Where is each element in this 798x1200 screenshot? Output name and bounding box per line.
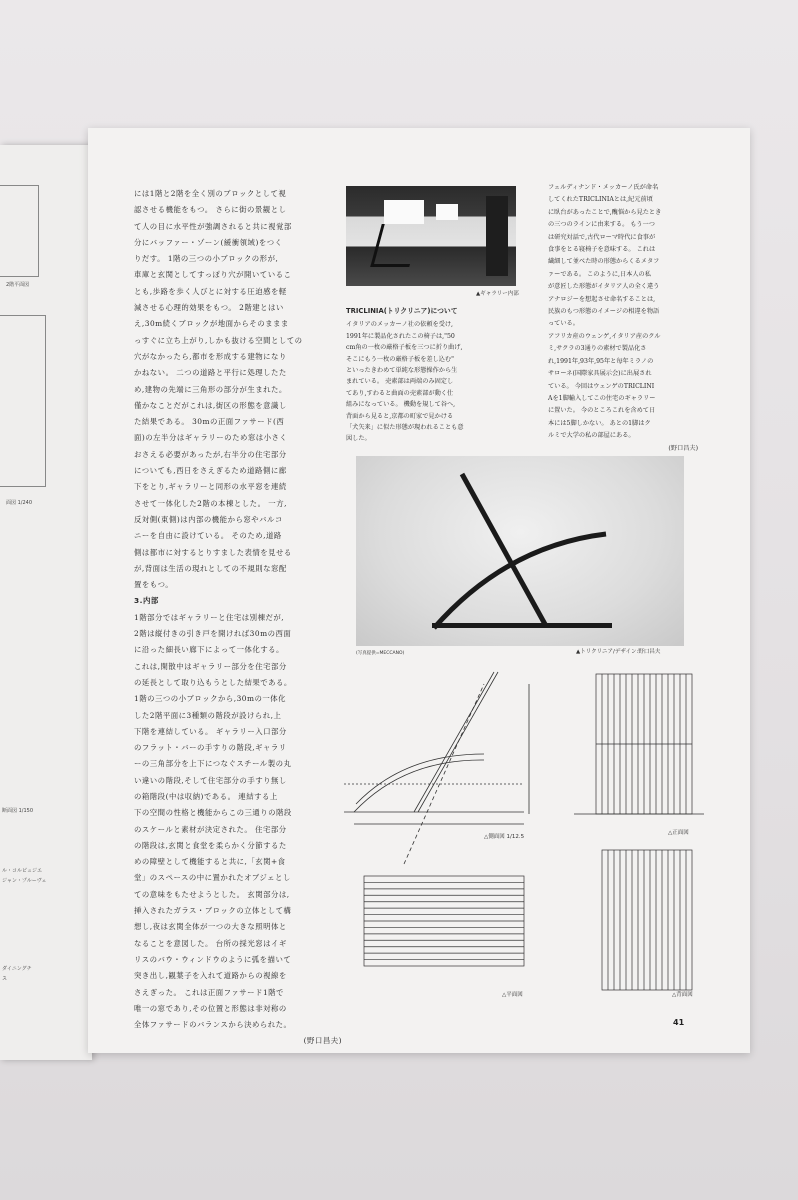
section-heading: 3.内部 — [134, 596, 159, 606]
article-line: 車庫と玄関としてすっぽり穴が開いているこ — [134, 270, 292, 280]
article-line: た結果である。 30mの正面ファサード(西 — [134, 417, 285, 427]
article-line: アナロジーを想起させ命名することは, — [548, 295, 656, 303]
article-line: 本には5脚しかない。 あとの1脚はク — [548, 419, 651, 427]
author-signature: (野口昌夫) — [668, 444, 698, 452]
article-line: ァーである。 このように,日本人の私 — [548, 270, 651, 278]
left-page-label: 面図 1/240 — [6, 500, 32, 506]
left-page-label: ダイニングチ — [2, 966, 32, 972]
article-line: の三つのラインに由来する。 もう一つ — [548, 221, 655, 229]
article-line: 1階部分ではギャラリーと住宅は別棟だが, — [134, 612, 285, 622]
article-line: に置いた。 今のところこれを含めて日 — [548, 407, 656, 415]
author-signature: (野口昌夫) — [303, 1036, 342, 1046]
chair-base — [432, 623, 612, 628]
back-elevation-drawing — [602, 850, 692, 990]
article-line: 1991年に製品化されたこの椅子は,"50 — [346, 332, 455, 340]
article-line: 挿入されたガラス・ブロックの立体として構 — [134, 906, 292, 916]
article-line: が,背面は生活の現れとしての不規則な窓配 — [134, 563, 287, 573]
article-column-right — [548, 182, 698, 455]
article-line: 図した。 — [346, 435, 371, 443]
article-line: これは,閑散中はギャラリー部分を住宅部分 — [134, 661, 287, 671]
article-column-middle — [346, 306, 522, 445]
photo-credit: (写真提供=MECCANO) — [356, 651, 405, 656]
left-page — [0, 145, 92, 1060]
article-line: 堂」のスペースの中に置かれたオブジェとし — [134, 873, 291, 883]
article-line: アフリカ産のウェンゲ,イタリア産のクル — [548, 332, 661, 340]
article-line: そこにもう一枚の厳格子板を差し込む" — [346, 355, 455, 363]
article-line: なることを意図した。 台所の採光窓はイギ — [134, 938, 287, 948]
article-line: が意匠した形態がイタリア人の全く違う — [548, 283, 660, 291]
article-line: てあり,すわると曲面の売素部が動く仕 — [346, 389, 454, 397]
article-line: イタリアのメッカーノ社の依頼を受け, — [346, 321, 454, 329]
article-line: ている。 今回はウェンゲのTRICLINI — [548, 382, 655, 390]
article-line: 減させる心理的効果をもつ。 2階建とはい — [134, 303, 284, 313]
photo-column — [486, 196, 508, 276]
article-line: した2階平面に3種類の階段が設けられ,上 — [134, 710, 282, 720]
left-page-label: 2階平面図 — [6, 282, 30, 288]
article-line: え,30m続くブロックが地面からそのままま — [134, 319, 289, 329]
article-line: ニーを自由に設けている。 そのため,道路 — [134, 531, 282, 541]
article-line: 背面から見ると,京都の町家で見かける — [346, 412, 454, 420]
article-line: ての意味をもたせようとした。 玄関部分は, — [134, 889, 290, 899]
article-line: の箱階段(中は収納)である。 連結する上 — [134, 791, 278, 801]
article-line: のスケールと素材が決定された。 住宅部分 — [134, 824, 287, 834]
section-drawing-thumbnail — [0, 315, 46, 487]
article-line: ミ,サクラの3通りの素材で製品化さ — [548, 345, 647, 353]
plan-drawing — [364, 876, 524, 966]
article-line: ルミで大学の私の部屋にある。 — [548, 432, 635, 440]
article-line: ーの三角部分を上下につなぐスチール製の丸 — [134, 759, 292, 769]
gallery-interior-photo — [346, 186, 516, 286]
article-line: 側は都市に対するとりすました表情を見せる — [134, 547, 292, 557]
article-line: 突き出し,観葉子を入れて道路からの視線を — [134, 971, 287, 981]
article-line: て人の目に水平性が強調されると共に視覚部 — [134, 221, 292, 231]
photo-caption: ▲トリクリニア/デザイン:野口昌夫 — [576, 649, 661, 655]
photo-chair-silhouette — [370, 224, 421, 267]
page-number: 41 — [673, 1018, 685, 1027]
chair-back-strut — [462, 474, 546, 626]
article-line: サローネ(国際家具展示会)に出展され — [548, 370, 652, 378]
article-line: 組みになっている。 機動を規して谷へ, — [346, 401, 456, 409]
magazine-page — [88, 128, 750, 1053]
article-line: してくれたTRICLINIAとは,紀元前頃 — [548, 196, 653, 204]
article-line: め,建物の先端に三角形の部分が生まれた。 — [134, 384, 287, 394]
floor-plan-thumbnail — [0, 185, 39, 277]
article-line: りだす。 1階の三つの小ブロックの形が, — [134, 254, 279, 264]
back-elevation-label: △背面図 — [672, 992, 693, 998]
plan-label: △平面図 — [502, 992, 523, 998]
article-line: 下をとり,ギャラリーと同形の水平窓を連続 — [134, 482, 287, 492]
article-line: 1階の三つの小ブロックから,30mの一体化 — [134, 694, 287, 704]
front-elevation-drawing — [574, 674, 704, 814]
article-line: めの障壁として機能すると共に,「玄関+食 — [134, 857, 286, 867]
left-page-label: ジャン・プルーヴェ — [2, 878, 47, 884]
article-line: に沿った細長い廊下によって一体化する。 — [134, 645, 284, 655]
article-column-left — [134, 186, 342, 1050]
triclinia-chair-photo — [356, 456, 684, 646]
article-line: させて一体化した2階の本棟とした。 一方, — [134, 498, 287, 508]
article-line: 想し,夜は玄関全体が一つの大きな照明体と — [134, 922, 287, 932]
chair-illustration — [356, 456, 684, 646]
left-page-label: 断面図 1/150 — [2, 808, 33, 814]
article-line: 下階を連結している。 ギャラリー入口部分 — [134, 726, 287, 736]
photo-window — [436, 204, 458, 220]
article-line: リスのバウ・ウィンドウのように弧を描いて — [134, 954, 292, 964]
left-page-label: ス — [2, 976, 8, 982]
article-line: 民族のもつ形態のイメージの相違を物語 — [548, 308, 660, 316]
article-line: 「犬矢来」に似た形態が現われることも意 — [346, 424, 464, 432]
article-line: 分にバッファー・ゾーン(緩衝領域)をつく — [134, 237, 283, 247]
article-line: 下の空間の性格と機能からこの三通りの階段 — [134, 808, 292, 818]
article-line: といったきわめて単純な形態操作から生 — [346, 367, 458, 375]
article-line: 反対側(東側)は内部の機能から窓やバルコ — [134, 514, 283, 524]
article-line: の階段は,玄関と食堂を柔らかく分節するた — [134, 840, 287, 850]
article-line: のフラット・バーの手すりの階段,ギャラリ — [134, 743, 287, 753]
front-elevation-label: △正面図 — [668, 830, 689, 836]
article-line: かねない。 二つの道路と平行に処理したた — [134, 368, 287, 378]
article-line: まれている。 売素部は両端のみ固定し — [346, 378, 454, 386]
article-line: に臥台があったことで,醜悩から見たとき — [548, 208, 662, 216]
article-line: れ,1991年,93年,95年と毎年ミラノの — [548, 357, 654, 365]
article-line: は研究対話で,古代ローマ時代に食事が — [548, 233, 656, 241]
article-line: 食事をとる寝椅子を意味する。 これは — [548, 246, 656, 254]
article-line: 唯一の窓であり,その位置と形態は非対称の — [134, 1003, 287, 1013]
section-heading-triclinia: TRICLINIA(トリクリニア)について — [346, 307, 458, 315]
article-line: 置をもつ。 — [134, 580, 174, 590]
article-line: 僅かなことだがこれは,街区の形態を意識し — [134, 400, 287, 410]
article-line: Aを1脚輸入してこの住宅のギャラリー — [548, 394, 656, 402]
article-line: 認させる機能をもつ。 さらに街の景観とし — [134, 205, 287, 215]
article-line: cm角の一枚の厳格子板を三つに折り曲げ, — [346, 344, 463, 352]
side-elevation-label: △側面図 1/12.5 — [484, 834, 525, 840]
article-line: い違いの階段,そして住宅部分の手すり無し — [134, 775, 287, 785]
left-page-label: ル・コルビュジエ — [2, 868, 43, 874]
article-line: 穴がなかったら,都市を形成する建物になり — [134, 351, 287, 361]
article-line: には1階と2階を全く別のブロックとして視 — [134, 189, 287, 198]
article-line: の延長として取り込もうとした結果である。 — [134, 677, 292, 687]
photo-window — [384, 200, 424, 224]
article-line: とも,歩路を歩く人びとに対する圧迫感を軽 — [134, 286, 287, 296]
photo-caption: ▲ギャラリー内部 — [476, 291, 519, 297]
article-line: 全体ファサードのバランスから決められた。 — [134, 1020, 292, 1030]
article-line: フェルディナンド・メッカーノ氏が命名 — [548, 184, 659, 191]
article-line: さえぎった。 これは正面ファサード1階で — [134, 987, 284, 997]
article-line: についても,西日をさえぎるため道路側に廊 — [134, 466, 287, 476]
article-line: 面)の左半分はギャラリーのため窓は小さく — [134, 433, 288, 443]
technical-drawings — [334, 664, 714, 1004]
article-line: っすぐに立ち上がり,しかも抜ける空間としての — [134, 335, 303, 345]
article-line: っている。 — [548, 320, 579, 328]
article-line: 2階は縦付きの引き戸を開ければ30mの西面 — [134, 629, 292, 639]
article-line: おさえる必要があったが,右半分の住宅部分 — [134, 449, 287, 459]
article-line: 繊細して並べた時の形態からくるメタフ — [548, 258, 660, 266]
